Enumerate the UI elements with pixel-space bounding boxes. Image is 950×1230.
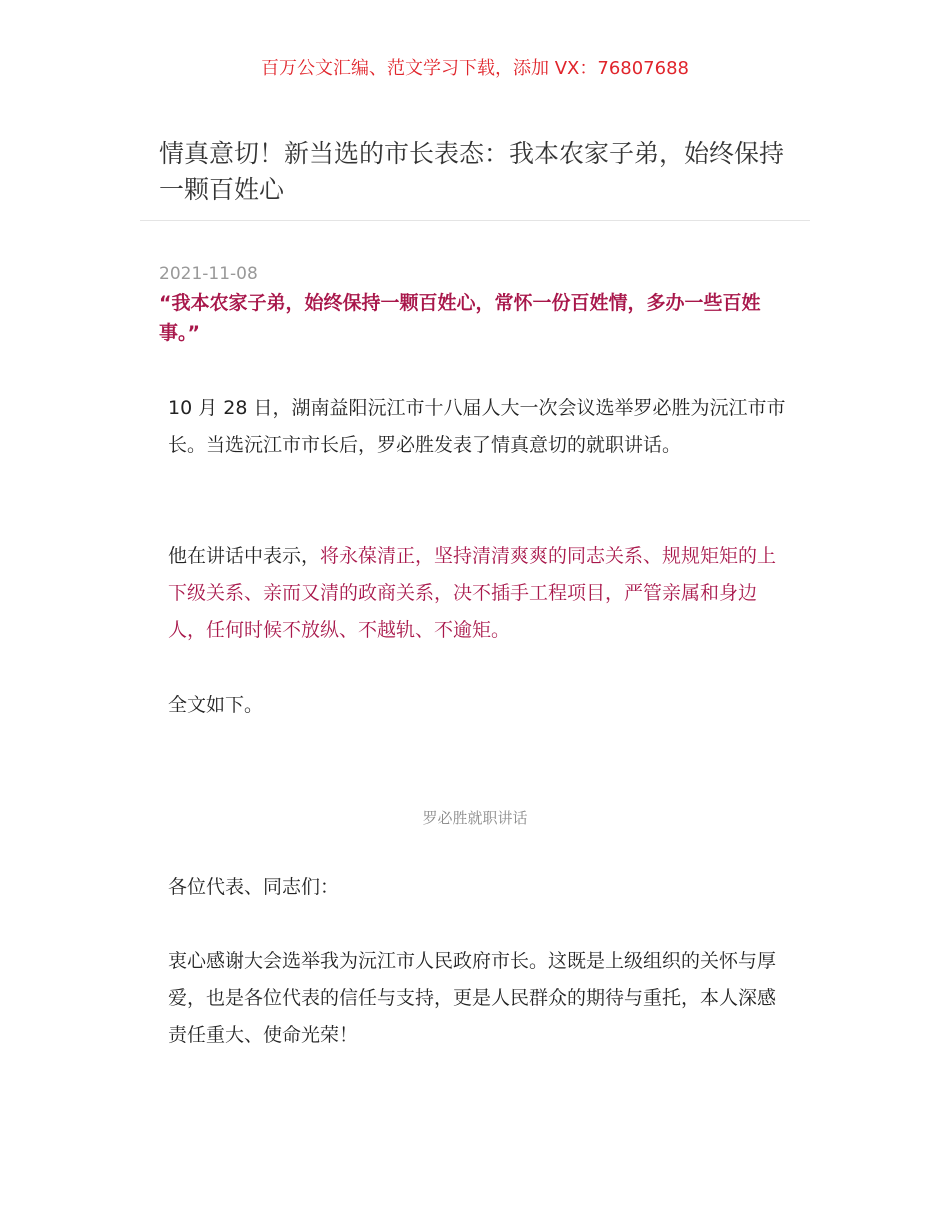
speech-title: 罗必胜就职讲话 [422, 809, 528, 827]
paragraph-intro: 10 月 28 日，湖南益阳沅江市十八届人大一次会议选举罗必胜为沅江市市长。当选沅江市市长后，罗必胜发表了情真意切的就职讲话。 [168, 397, 786, 456]
publish-date: 2021-11-08 [159, 264, 258, 284]
paragraph-fulltext-note: 全文如下。 [168, 694, 264, 716]
title-divider [140, 220, 810, 221]
statement-highlight: 将永葆清正，坚持清清爽爽的同志关系、规规矩矩的上下级关系、亲而又清的政商关系，决不插手工程项目，严管亲属和身边人，任何时候不放纵、不越轨、不逾矩。 [168, 545, 777, 641]
speech-salutation: 各位代表、同志们： [168, 876, 340, 898]
paragraph-statement [168, 538, 788, 649]
statement-prefix: 他在讲话中表示， [168, 545, 321, 567]
lead-quote: “我本农家子弟，始终保持一颗百姓心，常怀一份百姓情，多办一些百姓事。” [159, 292, 761, 344]
article-title: 情真意切！新当选的市长表态：我本农家子弟，始终保持一颗百姓心 [159, 139, 785, 204]
promo-banner: 百万公文汇编、范文学习下载，添加 VX：76807688 [261, 58, 689, 79]
speech-paragraph-1: 衷心感谢大会选举我为沅江市人民政府市长。这既是上级组织的关怀与厚爱，也是各位代表的信任与支持，更是人民群众的期待与重托，本人深感责任重大、使命光荣！ [168, 950, 777, 1046]
